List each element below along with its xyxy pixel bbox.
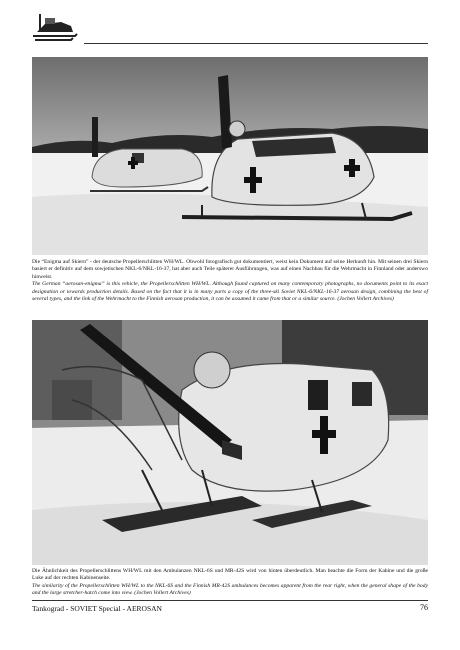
page-number: 76 <box>420 603 428 612</box>
photo-caption-bottom <box>32 568 428 598</box>
caption-english: The similarity of the Propellerschlitten WH/WL to the NKL-6S and the Finnish MR-42S ambulances becomes apparent from the rear right, when the general shape of the body and the large stretcher-hatch come into view. (Jochen Vollert Archives) <box>32 582 428 597</box>
photo-caption-top <box>32 259 428 303</box>
photo-aerosan-rear-view <box>32 320 428 565</box>
caption-english: The German “aerosan-enigma” is this vehicle, the Propellerschlitten WH/WL. Although found captured on many contemporary photographs, no documents point to its exact designation or towards production details. Based on the fact that it is in many parts a copy of the three-ski Soviet NKL-6/NKL-16-37 aerosan design, combining the best of several types, and the link of the Wehrmacht to the Finnish aerosan production, it can be assumed it came from that or a similar source. (Jochen Vollert Archives) <box>32 281 428 303</box>
header-rule <box>84 43 428 44</box>
aerosan-sled-icon <box>31 10 79 44</box>
photo-aerosans-snowfield <box>32 57 428 255</box>
caption-german: Die “Enigma auf Skiern” - der deutsche Propellerschlitten WH/WL. Obwohl fotografisch gut dokumentiert, weist kein Dokument auf seine Herkunft hin. Mit seinen drei Skiern basiert er definitiv auf dem sowjetischen NKL-6/NKL-16-37, hat aber auch Teile späterer Ausführungen, was auf einen Nachbau für die Wehrmacht in Finnland oder anderswo hinweist. <box>32 259 428 280</box>
caption-german: Die Ähnlichkeit des Propellerschlittens WH/WL mit den Ambulanzen NKL-6S und MR-42S wird von hinten überdeutlich. Man beachte die Form der Kabine und die große Luke auf der rechten Kabinenseite. <box>32 568 428 582</box>
footer-title: Tankograd - SOVIET Special - AEROSAN <box>32 604 162 613</box>
footer-rule <box>32 600 428 601</box>
